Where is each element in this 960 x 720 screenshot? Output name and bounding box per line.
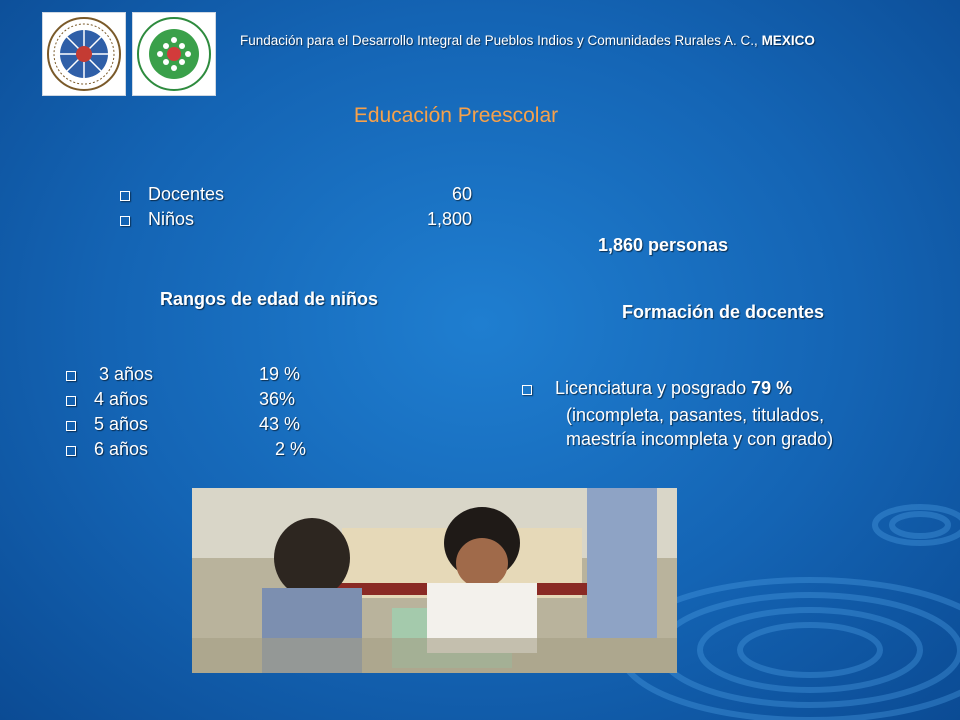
age-range-value: 36% [259,389,296,409]
organization-name: Fundación para el Desarrollo Integral de Pueblos Indios y Comunidades Rurales A. C., [240,33,758,48]
totals-item-docentes [120,184,472,205]
totals-value: 1,800 [426,209,472,229]
totals-value: 60 [451,184,472,204]
teacher-training-label: Licenciatura y posgrado [550,378,752,398]
totals-label: Niños [148,209,195,229]
teacher-training-detail-1: (incompleta, pasantes, titulados, [566,405,825,425]
age-range-item [66,389,306,410]
fundacion-logo [132,12,216,96]
age-range-item [66,439,306,460]
age-range-value: 19 % [259,364,301,384]
totals-label: Docentes [148,184,225,204]
checkbox-bullet-icon [66,446,76,456]
classroom-photo [192,488,677,673]
checkbox-bullet-icon [66,371,76,381]
total-people: 1,860 personas [598,235,729,255]
age-range-value: 43 % [259,414,301,434]
age-range-label: 5 años [94,414,149,434]
age-range-label: 3 años [94,364,154,384]
checkbox-bullet-icon [120,191,130,201]
checkbox-bullet-icon [522,385,532,395]
checkbox-bullet-icon [66,396,76,406]
age-range-item [66,364,306,385]
totals-item-ninos [120,209,472,230]
age-ranges-heading: Rangos de edad de niños [160,289,379,309]
page-title: Educación Preescolar [353,104,559,127]
teacher-training-value: 79 % [751,378,793,398]
age-range-label: 4 años [94,389,149,409]
teacher-training-item [522,378,792,399]
age-range-value: 2 % [274,439,306,459]
teacher-training-detail-2: maestría incompleta y con grado) [566,429,834,449]
header-organization [240,33,930,48]
age-range-label: 6 años [94,439,149,459]
checkbox-bullet-icon [120,216,130,226]
teacher-training-heading: Formación de docentes [622,302,825,322]
age-range-item [66,414,306,435]
oea-logo [42,12,126,96]
checkbox-bullet-icon [66,421,76,431]
country-name: MEXICO [761,33,815,48]
